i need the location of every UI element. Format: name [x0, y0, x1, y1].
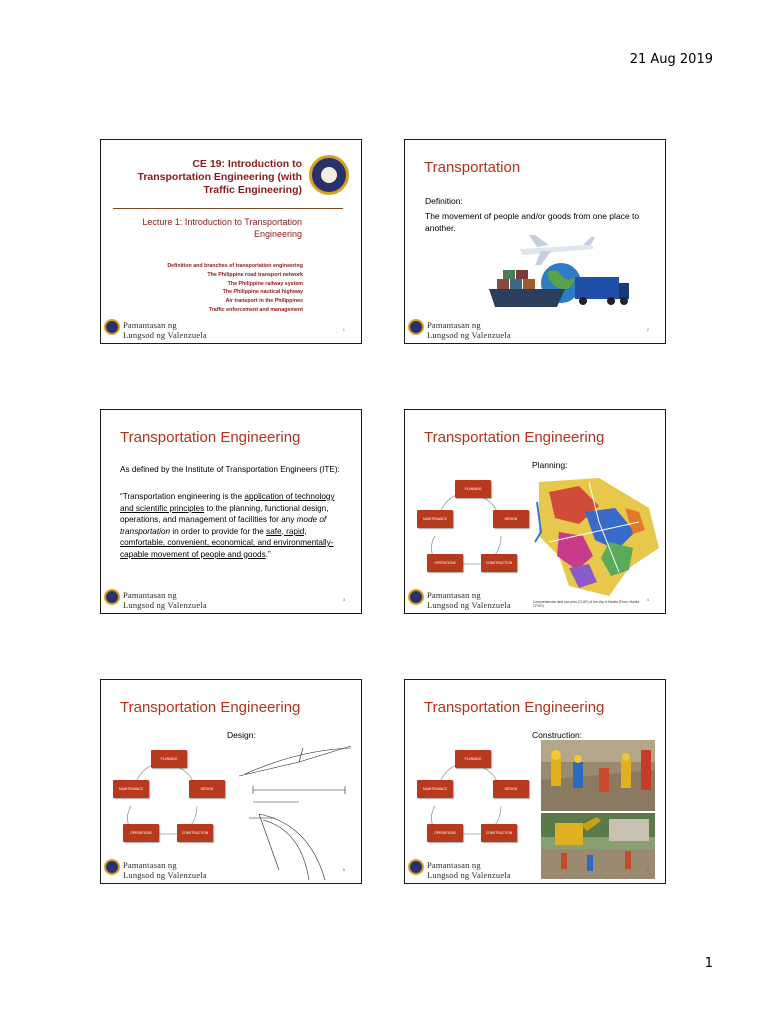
slide-6: [404, 679, 666, 884]
school-name: Pamantasan ng Lungsod ng Valenzuela: [123, 860, 207, 880]
slide-title: Transportation Engineering: [120, 699, 301, 716]
slide-footer: [101, 313, 361, 343]
phase-label: Planning:: [532, 460, 568, 470]
slide-2: [404, 139, 666, 344]
project-cycle-diagram: [417, 480, 517, 580]
definition-text: The movement of people and/or goods from one place to another.: [425, 211, 640, 233]
slide-footer: [405, 583, 665, 613]
seal-icon: [408, 589, 424, 605]
project-cycle-diagram: [417, 750, 517, 850]
slide-footer: [101, 853, 361, 883]
topic-item: The Philippine railway system: [227, 280, 303, 287]
cycle-node-maintenance: MAINTENANCE: [417, 510, 453, 528]
topic-item: Air transport in the Philippines: [225, 298, 303, 305]
slide-title: Transportation: [424, 159, 521, 176]
cycle-node-operations: OPERATIONS: [427, 824, 463, 842]
ite-intro: As defined by the Institute of Transportation Engineers (ITE):: [120, 465, 340, 474]
school-name: Pamantasan ng Lungsod ng Valenzuela: [427, 590, 511, 610]
slide-title: Transportation Engineering: [424, 429, 605, 446]
cycle-node-planning: PLANNING: [455, 480, 491, 498]
cycle-node-planning: PLANNING: [151, 750, 187, 768]
seal-icon: [104, 589, 120, 605]
university-seal-logo: [309, 155, 349, 195]
slide-number: 6: [646, 867, 649, 872]
school-name: Pamantasan ng Lungsod ng Valenzuela: [123, 590, 207, 610]
seal-icon: [408, 319, 424, 335]
phase-label: Construction:: [532, 730, 583, 740]
page-date: 21 Aug 2019: [629, 52, 713, 67]
page-number: 1: [704, 956, 713, 971]
cycle-node-planning: PLANNING: [455, 750, 491, 768]
slide-1: [100, 139, 362, 344]
school-name: Pamantasan ng Lungsod ng Valenzuela: [427, 320, 511, 340]
cycle-node-maintenance: MAINTENANCE: [417, 780, 453, 798]
cycle-node-operations: OPERATIONS: [427, 554, 463, 572]
slide-number: 3: [342, 597, 345, 602]
construction-photo-road-paving: [541, 740, 655, 811]
slide-number: 2: [646, 327, 649, 332]
school-name: Pamantasan ng Lungsod ng Valenzuela: [123, 320, 207, 340]
map-caption: Comprehensive land use plan (CLUP) of the city of Manila (From: Manila CPDO): [533, 600, 640, 609]
cycle-node-construction: CONSTRUCTION: [481, 554, 517, 572]
cycle-node-construction: CONSTRUCTION: [177, 824, 213, 842]
topic-item: The Philippine nautical highway: [222, 289, 303, 296]
definition-label: Definition:: [425, 196, 463, 206]
slide-3: [100, 409, 362, 614]
slide-footer: [405, 853, 665, 883]
topic-item: The Philippine road transport network: [207, 271, 303, 278]
slide-title: Transportation Engineering: [424, 699, 605, 716]
topic-list: [111, 262, 303, 315]
land-use-map-image: [529, 472, 663, 600]
topic-item: Traffic enforcement and management: [208, 306, 303, 313]
seal-icon: [104, 859, 120, 875]
slide-footer: [101, 583, 361, 613]
slide-number: 4: [646, 597, 649, 602]
project-cycle-diagram: [113, 750, 213, 850]
cycle-node-maintenance: MAINTENANCE: [113, 780, 149, 798]
seal-icon: [104, 319, 120, 335]
topic-item: Definition and branches of transportation engineering: [167, 263, 303, 269]
seal-icon: [408, 859, 424, 875]
course-title: CE 19: Introduction to Transportation Engineering (with Traffic Engineering): [137, 158, 302, 196]
slide-number: 5: [342, 867, 345, 872]
cycle-node-operations: OPERATIONS: [123, 824, 159, 842]
cycle-node-design: DESIGN: [189, 780, 225, 798]
slide-5: [100, 679, 362, 884]
phase-label: Design:: [227, 730, 256, 740]
slide-4: [404, 409, 666, 614]
school-name: Pamantasan ng Lungsod ng Valenzuela: [427, 860, 511, 880]
slide-footer: [405, 313, 665, 343]
slide-number: 1: [342, 327, 345, 332]
lecture-title: Lecture 1: Introduction to Transportation Engineering: [142, 217, 302, 239]
transportation-illustration: [479, 233, 629, 319]
slide-title: Transportation Engineering: [120, 429, 301, 446]
ite-definition-quote: “Transportation engineering is the application of technology and scientific principles to the planning, functional design, operations, and management of facilities for any mode of transportation in order to provide for the safe, rapid, comfortable, convenient, economical, and environmentally-capable movement of people and goods.”: [120, 492, 335, 559]
cycle-node-construction: CONSTRUCTION: [481, 824, 517, 842]
cycle-node-design: DESIGN: [493, 510, 529, 528]
cycle-node-design: DESIGN: [493, 780, 529, 798]
title-divider: [113, 208, 343, 209]
